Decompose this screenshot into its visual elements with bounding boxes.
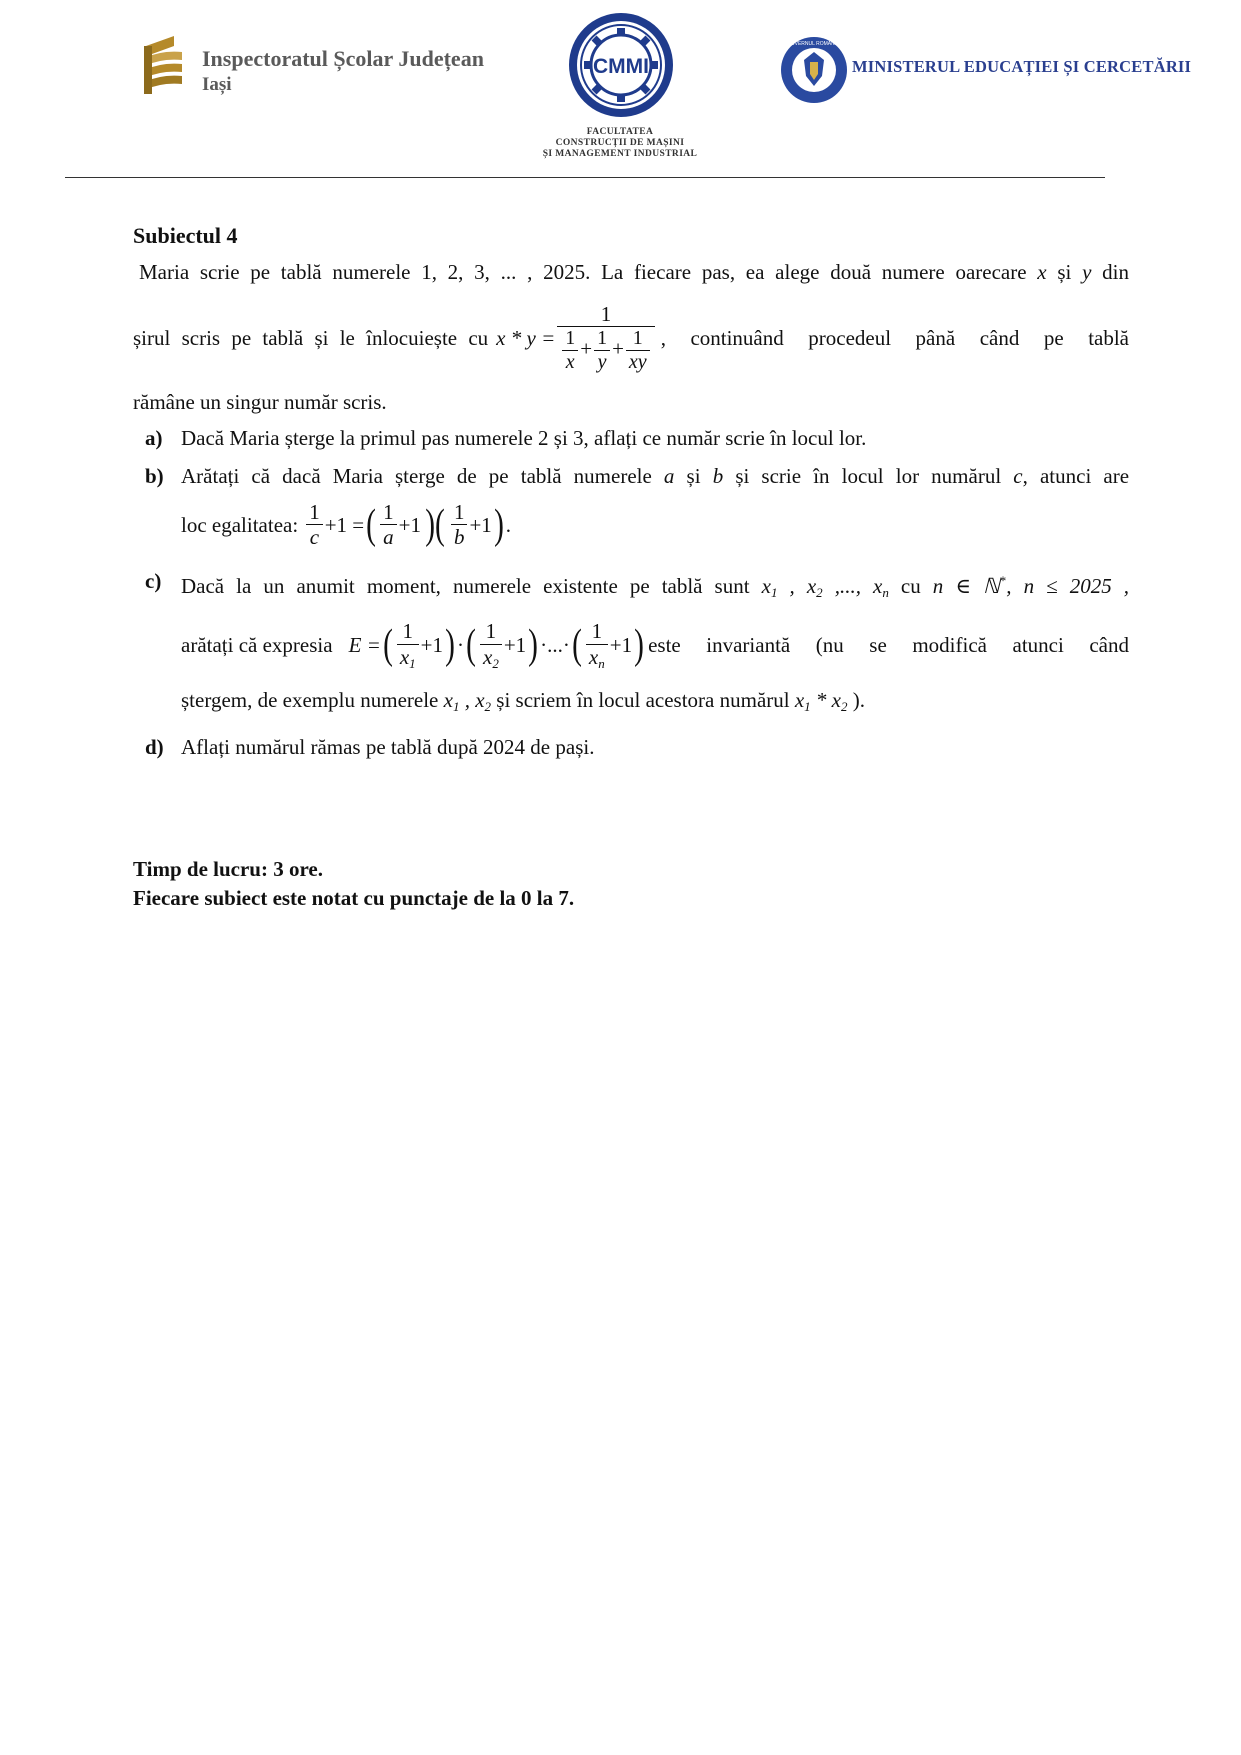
- identity-formula: loc egalitatea: $\frac{1}{c}$ +1 = ( $\frac{1}{a}$ +1 )( $\frac{1}{b}$ +1 ) .: [181, 500, 512, 550]
- invariant-formula-line: arătați că expresia E = ( $\frac{1}{x_1}$ +1 ) · ( $\frac{1}{x_2}$ +1 ) ·...· ( $\frac{1}{x_n}$ +1 ) este invariantă (nu se modifică atunci când: [181, 619, 1129, 671]
- scoring-note: Fiecare subiect este notat cu punctaje de la 0 la 7.: [133, 885, 575, 910]
- intro-line-2: șirul scris pe tablă și le înlocuiește cu x * y = 1 $\frac{1}{x}$ + $\frac{1}{y}$ + $\frac{1}{xy}$ , continuând procedeul până când pe tablă: [133, 302, 1129, 374]
- isj-city: Iași: [202, 74, 232, 95]
- operation-formula: x * y = 1 $\frac{1}{x}$ + $\frac{1}{y}$ + $\frac{1}{xy}$: [496, 302, 657, 374]
- cmmi-label: CMMI: [593, 55, 649, 78]
- item-c: c) Dacă la un anumit moment, numerele existente pe tablă sunt $x_1$ , $x_2$ ,..., $x_n$ cu n ∈ ℕ*, n ≤ 2025 , arătați că expresia E = ( $\frac{1}{x_1}$ +1 ) · ( $\frac{1}{x_2}$ +1 ) ·...· ( $\frac{1}{x_n}$ +1 ) este invariantă (nu se modifică atunci când ștergem, de exemplu numerele $x_1$ , $x_2$ și scriem în locul acestora numărul $x_1 * x_2$ ).: [145, 569, 1130, 714]
- isj-header: [140, 32, 500, 102]
- invariant-expression: E = ( $\frac{1}{x_1}$ +1 ) · ( $\frac{1}{x_2}$ +1 ) ·...· ( $\frac{1}{x_n}$ +1 ): [348, 619, 644, 671]
- seal-text: GUVERNUL ROMÂNIEI: [787, 41, 841, 47]
- exam-footer: [133, 855, 1129, 913]
- operation-fraction: 1 $\frac{1}{x}$ + $\frac{1}{y}$ + $\frac{1}{xy}$: [557, 302, 654, 374]
- isj-name: Inspectoratul Școlar Județean: [202, 46, 484, 71]
- item-d: d) Aflați numărul rămas pe tablă după 2024 de pași.: [145, 734, 595, 759]
- cmmi-logo-icon: [566, 10, 676, 120]
- romania-government-seal-icon: [780, 36, 848, 104]
- ministry-name: MINISTERUL EDUCAȚIEI ȘI CERCETĂRII: [852, 57, 1192, 76]
- item-a: a) Dacă Maria șterge la primul pas numerele 2 și 3, aflați ce număr scrie în locul lor.: [145, 426, 867, 451]
- problem-title: Subiectul 4: [133, 223, 238, 248]
- header-divider: [65, 177, 1105, 178]
- intro-line-3: rămâne un singur număr scris.: [133, 390, 387, 415]
- isj-logo-icon: [140, 32, 186, 98]
- problem-content: [133, 222, 1129, 913]
- intro-line-1: Maria scrie pe tablă numerele 1, 2, 3, ... , 2025. La fiecare pas, ea alege două numere oarecare x și y din: [139, 260, 1129, 284]
- item-b: b) Arătați că dacă Maria șterge de pe tablă numerele a și b și scrie în locul lor numărul c, atunci are loc egalitatea: $\frac{1}{c}$ +1 = ( $\frac{1}{a}$ +1 )( $\frac{1}{b}$ +1 ) .: [145, 464, 1130, 550]
- faculty-name: FACULTATEA CONSTRUCȚII DE MAȘINI ȘI MANAGEMENT INDUSTRIAL: [542, 127, 698, 159]
- time-limit: Timp de lucru: 3 ore.: [133, 856, 323, 881]
